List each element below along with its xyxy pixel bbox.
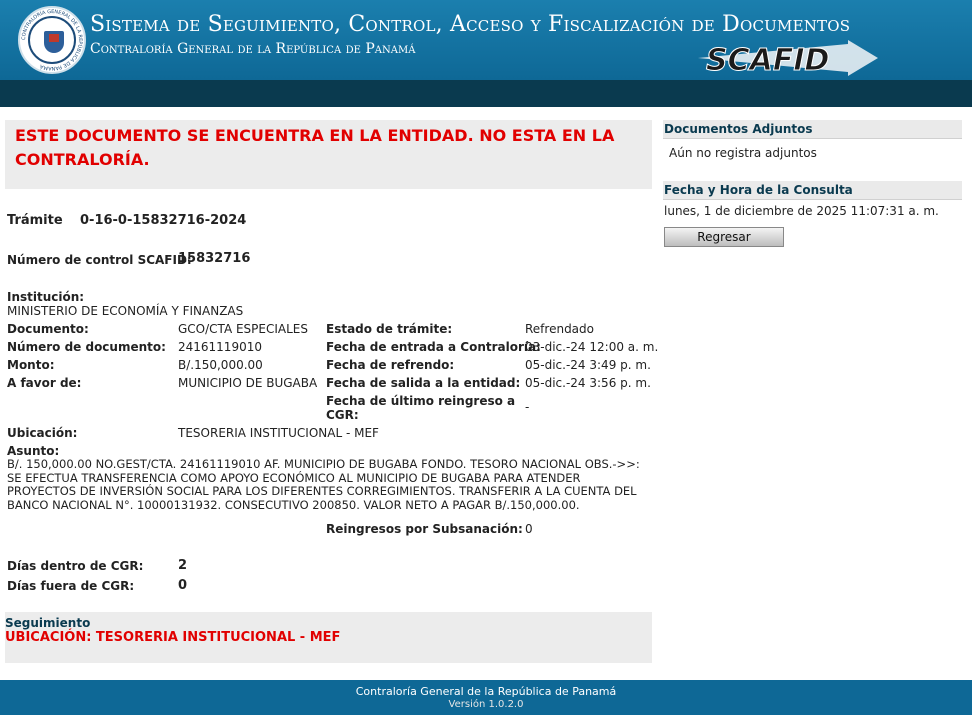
fecha-salida-label: Fecha de salida a la entidad: xyxy=(326,376,521,390)
footer-version: Versión 1.0.2.0 xyxy=(448,699,524,710)
ubicacion-value: TESORERIA INSTITUCIONAL - MEF xyxy=(178,426,379,440)
seguimiento-section xyxy=(5,612,652,663)
reingresos-value: 0 xyxy=(525,522,533,536)
a-favor-label: A favor de: xyxy=(7,376,82,390)
consulta-header: Fecha y Hora de la Consulta xyxy=(663,181,962,200)
institucion-label: Institución: xyxy=(7,290,85,304)
scafid-logo-text: SCAFID xyxy=(706,43,830,76)
seal-ring-text: CONTRALORÍA GENERAL DE LA REPÚBLICA DE PANAMÁ xyxy=(20,8,84,72)
tramite-value: 0-16-0-15832716-2024 xyxy=(80,213,247,228)
documento-value: GCO/CTA ESPECIALES xyxy=(178,322,308,336)
status-alert-message: ESTE DOCUMENTO SE ENCUENTRA EN LA ENTIDAD. NO ESTA EN LA CONTRALORÍA. xyxy=(15,126,615,169)
fecha-salida-value: 05-dic.-24 3:56 p. m. xyxy=(525,376,651,390)
monto-label: Monto: xyxy=(7,358,55,372)
monto-value: B/.150,000.00 xyxy=(178,358,263,372)
fecha-refrendo-label: Fecha de refrendo: xyxy=(326,358,455,372)
numero-documento-label: Número de documento: xyxy=(7,340,166,354)
institucion-value: MINISTERIO DE ECONOMÍA Y FINANZAS xyxy=(7,304,244,318)
footer-org: Contraloría General de la República de Panamá xyxy=(355,685,617,698)
contraloria-seal-logo xyxy=(18,6,86,74)
header-strip xyxy=(0,80,972,107)
asunto-label: Asunto: xyxy=(7,444,60,458)
numero-documento-value: 24161119010 xyxy=(178,340,262,354)
seguimiento-title: Seguimiento xyxy=(5,616,91,630)
page-header xyxy=(0,0,972,80)
asunto-value: B/. 150,000.00 NO.GEST/CTA. 24161119010 AF. MUNICIPIO DE BUGABA FONDO. TESORO NACIONAL OBS.->>: SE EFECTUA TRANSFERENCIA COMO APOYO ECONÓMICO AL MUNICIPIO DE BUGABA PARA ATENDER PROYECTOS DE INVERSIÓN SOCIAL PARA LOS DIFERENTES CORREGIMIENTOS. TRANSFERIR A LA CUENTA DEL BANCO NACIONAL N°. 10000131932. CONSECUTIVO 200850. VALOR NETO A PAGAR B/.150,000.00. xyxy=(7,457,640,512)
estado-value: Refrendado xyxy=(525,322,594,336)
ubicacion-label: Ubicación: xyxy=(7,426,78,440)
dias-dentro-value: 2 xyxy=(178,558,188,573)
consulta-value: lunes, 1 de diciembre de 2025 11:07:31 a. m. xyxy=(664,204,939,218)
scafid-logo xyxy=(698,40,878,76)
estado-label: Estado de trámite: xyxy=(326,322,453,336)
fecha-entrada-label: Fecha de entrada a Contraloría: xyxy=(326,340,541,354)
control-value: 15832716 xyxy=(178,251,251,266)
a-favor-value: MUNICIPIO DE BUGABA xyxy=(178,376,318,390)
fecha-refrendo-value: 05-dic.-24 3:49 p. m. xyxy=(525,358,651,372)
reingresos-label: Reingresos por Subsanación: xyxy=(326,522,523,536)
status-alert-box xyxy=(5,120,652,189)
fecha-entrada-value: 03-dic.-24 12:00 a. m. xyxy=(525,340,659,354)
system-title: Sistema de Seguimiento, Control, Acceso y Fiscalización de Documentos xyxy=(90,12,851,37)
fecha-reingreso-label: Fecha de último reingreso a xyxy=(326,394,516,408)
dias-fuera-label: Días fuera de CGR: xyxy=(7,579,135,593)
page-footer xyxy=(0,680,972,715)
regresar-button[interactable]: Regresar xyxy=(664,227,784,247)
tramite-label: Trámite xyxy=(7,213,63,228)
system-subtitle: Contraloría General de la República de Panamá xyxy=(90,41,416,57)
fecha-reingreso-label-cont: CGR: xyxy=(326,408,359,422)
dias-dentro-label: Días dentro de CGR: xyxy=(7,559,144,573)
seal-flag xyxy=(49,34,59,42)
documento-label: Documento: xyxy=(7,322,89,336)
control-label: Número de control SCAFID: xyxy=(7,253,192,267)
adjuntos-header: Documentos Adjuntos xyxy=(663,120,962,139)
dias-fuera-value: 0 xyxy=(178,578,188,593)
fecha-reingreso-value: - xyxy=(525,400,530,414)
adjuntos-value: Aún no registra adjuntos xyxy=(669,146,817,160)
seguimiento-ubicacion: UBICACIÓN: TESORERIA INSTITUCIONAL - MEF xyxy=(5,630,341,645)
